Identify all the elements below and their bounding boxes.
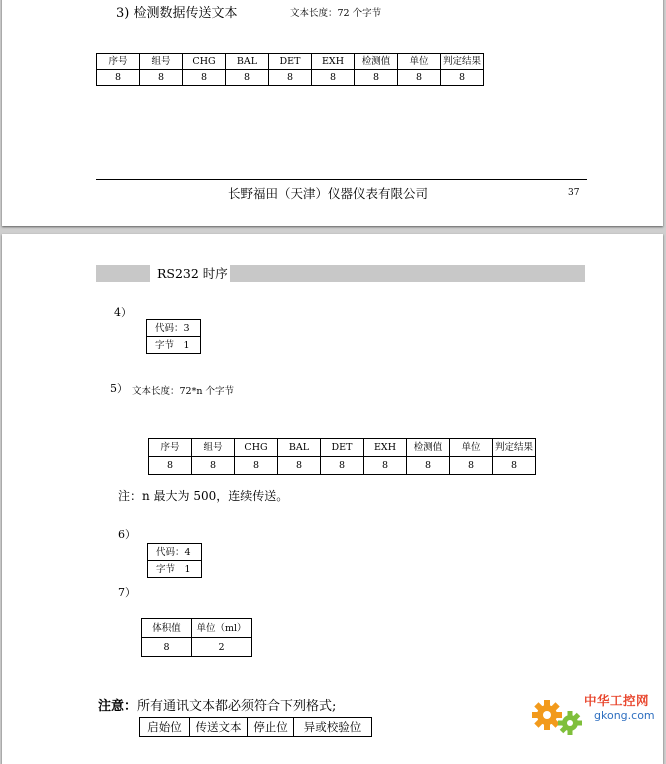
header-cell: CHG bbox=[183, 54, 226, 70]
code-table-6 bbox=[147, 543, 202, 578]
header-cell: BAL bbox=[278, 439, 321, 457]
value-cell: 8 bbox=[226, 70, 269, 86]
item-4-marker: 4） bbox=[114, 306, 132, 319]
table-row bbox=[148, 544, 202, 561]
footer-rule bbox=[96, 179, 587, 180]
page-number: 37 bbox=[568, 188, 580, 198]
value-cell: 8 bbox=[278, 457, 321, 475]
header-cell: CHG bbox=[235, 439, 278, 457]
header-cell: BAL bbox=[226, 54, 269, 70]
band-left bbox=[96, 265, 150, 282]
value-cell: 8 bbox=[183, 70, 226, 86]
text-length-note: 文本长度：72 个字节 bbox=[290, 8, 382, 19]
header-cell: EXH bbox=[364, 439, 407, 457]
value-cell: 8 bbox=[493, 457, 536, 475]
attention-text: 所有通讯文本都必须符合下列格式; bbox=[137, 699, 337, 714]
value-cell: 8 bbox=[355, 70, 398, 86]
format-cell: 传送文本 bbox=[190, 718, 248, 737]
table-row bbox=[140, 718, 372, 737]
data-table-n bbox=[148, 438, 536, 475]
value-cell: 8 bbox=[312, 70, 355, 86]
code-cell: 代码：4 bbox=[148, 544, 202, 561]
item-5-text-length: 文本长度：72*n 个字节 bbox=[132, 386, 234, 397]
header-cell: 单位 bbox=[450, 439, 493, 457]
volume-table bbox=[141, 618, 252, 657]
code-table-4 bbox=[146, 319, 201, 354]
item-5-note: 注：n 最大为 500，连续传送。 bbox=[118, 489, 289, 503]
attention-line bbox=[98, 695, 336, 714]
code-cell: 代码：3 bbox=[147, 320, 201, 337]
value-cell: 8 bbox=[140, 70, 183, 86]
header-cell: DET bbox=[321, 439, 364, 457]
format-cell: 启始位 bbox=[140, 718, 190, 737]
value-cell: 8 bbox=[441, 70, 484, 86]
value-cell: 8 bbox=[321, 457, 364, 475]
value-cell: 2 bbox=[192, 638, 252, 657]
watermark-title: 中华工控网 bbox=[584, 693, 650, 708]
byte-cell: 字节 1 bbox=[148, 561, 202, 578]
data-table bbox=[96, 53, 484, 86]
value-cell: 8 bbox=[142, 638, 192, 657]
value-cell: 8 bbox=[235, 457, 278, 475]
table-value-row bbox=[149, 457, 536, 475]
header-cell: 组号 bbox=[140, 54, 183, 70]
table-header-row bbox=[149, 439, 536, 457]
value-cell: 8 bbox=[97, 70, 140, 86]
value-cell: 8 bbox=[450, 457, 493, 475]
table-header-row bbox=[97, 54, 484, 70]
table-header-row bbox=[142, 619, 252, 638]
footer-company: 长野福田（天津）仪器仪表有限公司 bbox=[228, 186, 429, 201]
byte-cell: 字节 1 bbox=[147, 337, 201, 354]
table-value-row bbox=[142, 638, 252, 657]
value-cell: 8 bbox=[149, 457, 192, 475]
attention-label: 注意： bbox=[98, 699, 138, 714]
value-cell: 8 bbox=[364, 457, 407, 475]
format-cell: 异或校验位 bbox=[294, 718, 372, 737]
band-right bbox=[230, 265, 585, 282]
watermark-domain: gkong.com bbox=[594, 709, 655, 722]
header-cell: 序号 bbox=[97, 54, 140, 70]
header-cell: 单位 bbox=[398, 54, 441, 70]
header-cell: 判定结果 bbox=[493, 439, 536, 457]
value-cell: 8 bbox=[398, 70, 441, 86]
item-6-marker: 6） bbox=[118, 528, 136, 541]
table-value-row bbox=[97, 70, 484, 86]
header-cell: 单位（ml） bbox=[192, 619, 252, 638]
band-title: RS232 时序 bbox=[157, 266, 228, 281]
header-cell: 检测值 bbox=[407, 439, 450, 457]
value-cell: 8 bbox=[407, 457, 450, 475]
gkong-watermark bbox=[528, 687, 663, 745]
format-table bbox=[139, 717, 372, 737]
header-cell: 序号 bbox=[149, 439, 192, 457]
table-row bbox=[148, 561, 202, 578]
header-cell: 组号 bbox=[192, 439, 235, 457]
item-5-marker: 5） bbox=[110, 382, 128, 395]
section-heading-3: 3) 检测数据传送文本 bbox=[116, 6, 238, 21]
value-cell: 8 bbox=[192, 457, 235, 475]
value-cell: 8 bbox=[269, 70, 312, 86]
header-cell: EXH bbox=[312, 54, 355, 70]
header-cell: DET bbox=[269, 54, 312, 70]
document-page-38 bbox=[2, 234, 663, 764]
header-cell: 体积值 bbox=[142, 619, 192, 638]
table-row bbox=[147, 337, 201, 354]
format-cell: 停止位 bbox=[248, 718, 294, 737]
gears-icon bbox=[528, 687, 588, 745]
document-page-37 bbox=[2, 0, 663, 226]
item-7-marker: 7） bbox=[118, 586, 136, 599]
header-cell: 判定结果 bbox=[441, 54, 484, 70]
table-row bbox=[147, 320, 201, 337]
header-cell: 检测值 bbox=[355, 54, 398, 70]
